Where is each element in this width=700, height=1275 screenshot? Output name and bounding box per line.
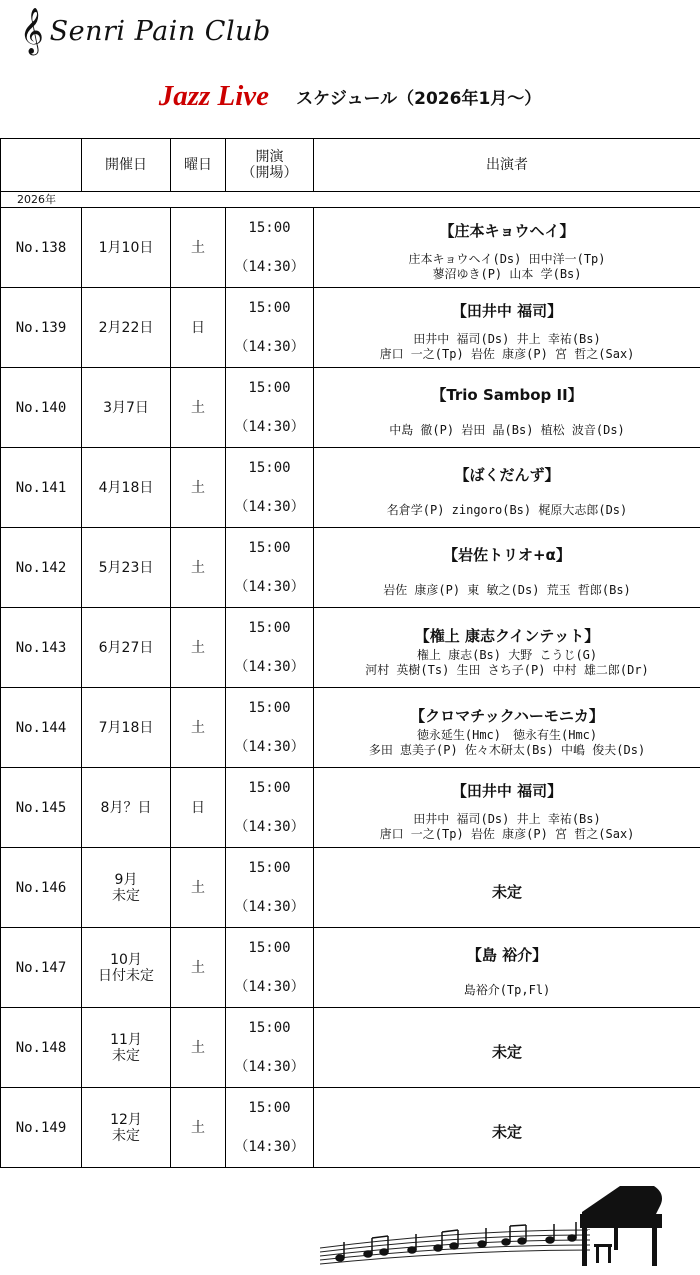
event-date	[82, 1088, 171, 1168]
performers-cell	[314, 688, 700, 768]
club-logo	[20, 6, 271, 56]
table-row	[1, 848, 700, 928]
event-number: No.148	[1, 1008, 82, 1088]
event-date-line1: 2月22日	[98, 319, 154, 336]
event-time	[226, 528, 314, 608]
header-day: 曜日	[171, 139, 226, 192]
event-day-of-week: 土	[171, 368, 226, 448]
performers-cell	[314, 528, 700, 608]
members-line1: 名倉学(P) zingoro(Bs) 梶原大志郎(Ds)	[386, 503, 628, 517]
event-day-of-week: 土	[171, 1088, 226, 1168]
start-time: 15:00	[248, 939, 291, 956]
band-name: 【庄本キョウヘイ】	[439, 222, 575, 240]
doors-open-time: （14:30）	[234, 818, 305, 835]
band-name: 【権上 康志クインテット】	[414, 626, 600, 645]
event-date-line2: 未定	[112, 1047, 140, 1064]
band-name: 未定	[491, 882, 522, 901]
event-number: No.139	[1, 288, 82, 368]
event-day-of-week: 土	[171, 448, 226, 528]
event-number: No.144	[1, 688, 82, 768]
grand-piano-icon	[580, 1186, 662, 1266]
event-date	[82, 768, 171, 848]
event-day-of-week: 土	[171, 608, 226, 688]
event-time	[226, 448, 314, 528]
band-name: 【岩佐トリオ+α】	[443, 546, 571, 564]
event-number: No.147	[1, 928, 82, 1008]
event-time	[226, 848, 314, 928]
club-name: Senri Pain Club	[49, 15, 271, 47]
table-row	[1, 688, 700, 768]
table-row	[1, 928, 700, 1008]
event-date-line1: 6月27日	[98, 639, 154, 656]
event-date	[82, 448, 171, 528]
event-number: No.140	[1, 368, 82, 448]
event-date	[82, 688, 171, 768]
start-time: 15:00	[248, 459, 291, 476]
performers-cell	[314, 448, 700, 528]
start-time: 15:00	[248, 299, 291, 316]
band-name: 【田井中 福司】	[451, 302, 563, 320]
table-row	[1, 1088, 700, 1168]
start-time: 15:00	[248, 859, 291, 876]
event-date	[82, 368, 171, 448]
members-line1: 田井中 福司(Ds) 井上 幸祐(Bs)	[413, 332, 601, 346]
members-line2: 唐口 一之(Tp) 岩佐 康彦(P) 宮 哲之(Sax)	[379, 347, 635, 361]
start-time: 15:00	[248, 379, 291, 396]
members-line2: 蓼沼ゆき(P) 山本 学(Bs)	[432, 267, 582, 281]
performers-cell	[314, 368, 700, 448]
event-date-line1: 5月23日	[98, 559, 154, 576]
performers-cell	[314, 848, 700, 928]
members-line1: 権上 康志(Bs) 大野 こうじ(G)	[416, 647, 598, 662]
event-day-of-week: 土	[171, 528, 226, 608]
event-time	[226, 768, 314, 848]
event-date-line1: 4月18日	[98, 479, 154, 496]
start-time: 15:00	[248, 219, 291, 236]
event-number: No.146	[1, 848, 82, 928]
event-day-of-week: 土	[171, 848, 226, 928]
event-day-of-week: 土	[171, 688, 226, 768]
event-date	[82, 288, 171, 368]
event-time	[226, 368, 314, 448]
treble-clef-icon: 𝄞	[20, 8, 44, 54]
year-row	[1, 192, 700, 208]
event-time	[226, 688, 314, 768]
event-date-line1: 1月10日	[98, 239, 154, 256]
table-header-row	[1, 139, 700, 192]
event-date-line1: 8月？日	[100, 799, 152, 816]
doors-open-time: （14:30）	[234, 418, 305, 435]
performers-cell	[314, 1088, 700, 1168]
band-name: 未定	[491, 1042, 522, 1061]
header-time	[226, 139, 314, 192]
event-date-line1: 7月18日	[98, 719, 154, 736]
event-number: No.142	[1, 528, 82, 608]
performers-cell	[314, 608, 700, 688]
event-number: No.143	[1, 608, 82, 688]
event-day-of-week: 日	[171, 768, 226, 848]
doors-open-time: （14:30）	[234, 338, 305, 355]
event-date	[82, 848, 171, 928]
band-name: 【田井中 福司】	[451, 782, 563, 800]
header-time-open: （開場）	[241, 165, 298, 181]
performers-cell	[314, 208, 700, 288]
doors-open-time: （14:30）	[234, 898, 305, 915]
music-notes-icon	[336, 1222, 576, 1261]
members-line1: 島裕介(Tp,Fl)	[463, 983, 551, 997]
event-time	[226, 608, 314, 688]
band-name: 【島 裕介】	[466, 946, 548, 964]
table-row	[1, 208, 700, 288]
doors-open-time: （14:30）	[234, 1058, 305, 1075]
members-line1: 徳永延生(Hmc) 徳永有生(Hmc)	[416, 727, 598, 742]
table-row	[1, 1008, 700, 1088]
doors-open-time: （14:30）	[234, 1138, 305, 1155]
header-performers: 出演者	[314, 139, 700, 192]
members-line2: 唐口 一之(Tp) 岩佐 康彦(P) 宮 哲之(Sax)	[379, 827, 635, 841]
start-time: 15:00	[248, 1099, 291, 1116]
table-row	[1, 528, 700, 608]
event-date-line2: 未定	[112, 1127, 140, 1144]
header-no	[1, 139, 82, 192]
jazz-live-title: Jazz Live	[158, 80, 270, 112]
event-number: No.149	[1, 1088, 82, 1168]
band-name: 【Trio Sambop II】	[431, 386, 583, 404]
members-line1: 中島 徹(P) 岩田 晶(Bs) 植松 波音(Ds)	[389, 423, 625, 437]
event-date	[82, 528, 171, 608]
doors-open-time: （14:30）	[234, 738, 305, 755]
event-date-line1: 9月	[114, 871, 138, 888]
band-name: 未定	[491, 1122, 522, 1141]
event-date-line1: 10月	[110, 951, 142, 968]
event-date	[82, 608, 171, 688]
performers-cell	[314, 928, 700, 1008]
event-number: No.141	[1, 448, 82, 528]
members-line2: 河村 英樹(Ts) 生田 さち子(P) 中村 雄二郎(Dr)	[365, 662, 649, 677]
event-time	[226, 208, 314, 288]
event-day-of-week: 土	[171, 928, 226, 1008]
start-time: 15:00	[248, 699, 291, 716]
table-row	[1, 608, 700, 688]
event-time	[226, 288, 314, 368]
schedule-subtitle: スケジュール（2026年1月～）	[296, 89, 542, 109]
members-line2: 多田 恵美子(P) 佐々木研太(Bs) 中嶋 俊夫(Ds)	[368, 742, 646, 757]
performers-cell	[314, 768, 700, 848]
start-time: 15:00	[248, 619, 291, 636]
band-name: 【ばくだんず】	[454, 466, 560, 484]
event-time	[226, 1008, 314, 1088]
piano-music-notes-illustration	[320, 1180, 700, 1275]
table-row	[1, 288, 700, 368]
event-date-line1: 12月	[110, 1111, 142, 1128]
doors-open-time: （14:30）	[234, 658, 305, 675]
start-time: 15:00	[248, 779, 291, 796]
members-line1: 庄本キョウヘイ(Ds) 田中洋一(Tp)	[408, 252, 606, 266]
event-day-of-week: 土	[171, 1008, 226, 1088]
schedule-table	[0, 138, 700, 1168]
header-date: 開催日	[82, 139, 171, 192]
event-time	[226, 928, 314, 1008]
event-date	[82, 208, 171, 288]
performers-cell	[314, 1008, 700, 1088]
table-row	[1, 368, 700, 448]
page-title	[0, 80, 700, 113]
event-date	[82, 928, 171, 1008]
event-date-line1: 3月7日	[103, 399, 149, 416]
year-label: 2026年	[1, 192, 700, 208]
event-date	[82, 1008, 171, 1088]
event-number: No.145	[1, 768, 82, 848]
members-line1: 岩佐 康彦(P) 東 敏之(Ds) 荒玉 哲郎(Bs)	[383, 583, 631, 597]
event-date-line2: 日付未定	[98, 967, 154, 984]
start-time: 15:00	[248, 539, 291, 556]
event-day-of-week: 日	[171, 288, 226, 368]
start-time: 15:00	[248, 1019, 291, 1036]
event-time	[226, 1088, 314, 1168]
event-date-line1: 11月	[110, 1031, 142, 1048]
doors-open-time: （14:30）	[234, 258, 305, 275]
table-row	[1, 768, 700, 848]
event-date-line2: 未定	[112, 887, 140, 904]
table-row	[1, 448, 700, 528]
doors-open-time: （14:30）	[234, 498, 305, 515]
event-day-of-week: 土	[171, 208, 226, 288]
members-line1: 田井中 福司(Ds) 井上 幸祐(Bs)	[413, 812, 601, 826]
band-name: 【クロマチックハーモニカ】	[410, 706, 604, 725]
doors-open-time: （14:30）	[234, 978, 305, 995]
doors-open-time: （14:30）	[234, 578, 305, 595]
performers-cell	[314, 288, 700, 368]
header-time-start: 開演	[255, 149, 284, 165]
event-number: No.138	[1, 208, 82, 288]
